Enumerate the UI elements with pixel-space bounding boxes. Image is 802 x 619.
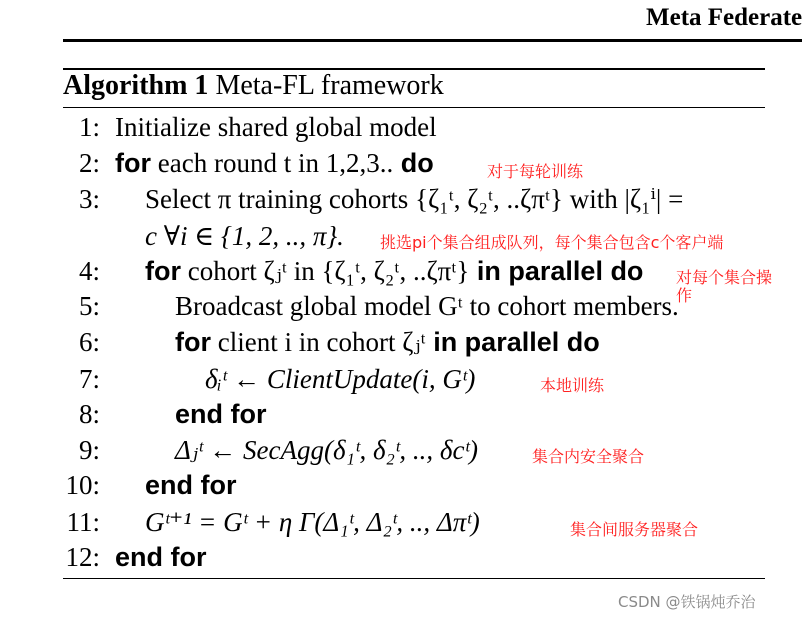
line-text: δᵢᵗ ← ClientUpdate(i, Gᵗ) xyxy=(205,364,476,394)
line-text: client i in cohort ζⱼᵗ xyxy=(211,327,426,357)
annotation-local-training: 本地训练 xyxy=(540,376,605,395)
annotation-secure-aggregation: 集合内安全聚合 xyxy=(532,447,645,466)
line-number: 3: xyxy=(78,184,100,214)
algorithm-label: Algorithm 1 xyxy=(63,70,209,101)
line-number: 7: xyxy=(78,364,100,394)
line-number: 2: xyxy=(78,148,100,178)
line-text: Initialize shared global model xyxy=(115,112,437,142)
annotation-per-cohort: 对每个集合操 xyxy=(676,268,773,287)
annotation-server-aggregation: 集合间服务器聚合 xyxy=(570,520,699,539)
keyword-for: for xyxy=(115,148,151,178)
algorithm-title-rule xyxy=(63,107,765,108)
line-number: 5: xyxy=(78,291,100,321)
annotation-select-cohorts: 挑选pi个集合组成队列，每个集合包含c个客户端 xyxy=(380,233,724,252)
line-number: 6: xyxy=(78,327,100,357)
line-number: 11: xyxy=(66,507,100,537)
line-text: Δⱼᵗ ← SecAgg(δ₁ᵗ, δ₂ᵗ, .., δcᵗ) xyxy=(175,435,478,465)
algorithm-title xyxy=(63,70,444,102)
keyword-do: do xyxy=(393,148,434,178)
keyword-end-for: end for xyxy=(145,470,237,500)
line-text: cohort ζⱼᵗ in {ζ₁ᵗ, ζ₂ᵗ, ..ζπᵗ} xyxy=(181,256,470,286)
line-number: 9: xyxy=(78,435,100,465)
algorithm-bottom-rule xyxy=(63,578,765,579)
annotation-each-round: 对于每轮训练 xyxy=(487,162,584,181)
keyword-for: for xyxy=(175,327,211,357)
line-number: 10: xyxy=(65,470,100,500)
running-head: Meta Federate xyxy=(646,4,802,31)
keyword-in-parallel-do: in parallel do xyxy=(469,256,644,286)
watermark: CSDN @铁锅炖乔治 xyxy=(618,593,756,611)
line-number: 1: xyxy=(78,112,100,142)
keyword-end-for: end for xyxy=(175,399,267,429)
keyword-for: for xyxy=(145,256,181,286)
line-text: Gᵗ⁺¹ = Gᵗ + η Γ(Δ₁ᵗ, Δ₂ᵗ, .., Δπᵗ) xyxy=(145,507,480,537)
keyword-end-for: end for xyxy=(115,542,207,572)
line-number: 4: xyxy=(78,256,100,286)
line-text: c ∀i ∈ {1, 2, .., π}. xyxy=(145,221,344,251)
line-text: Select π training cohorts {ζ₁ᵗ, ζ₂ᵗ, ..ζπᵗ} with |ζ₁ⁱ| = xyxy=(145,184,684,214)
annotation-per-cohort-cont: 作 xyxy=(676,286,693,305)
line-number: 12: xyxy=(65,542,100,572)
top-rule xyxy=(63,39,802,42)
keyword-in-parallel-do: in parallel do xyxy=(425,327,600,357)
algorithm-name: Meta-FL framework xyxy=(215,70,444,101)
line-number: 8: xyxy=(78,399,100,429)
line-text: Broadcast global model Gᵗ to cohort members. xyxy=(175,291,679,321)
line-text: each round t in 1,2,3.. xyxy=(151,148,394,178)
